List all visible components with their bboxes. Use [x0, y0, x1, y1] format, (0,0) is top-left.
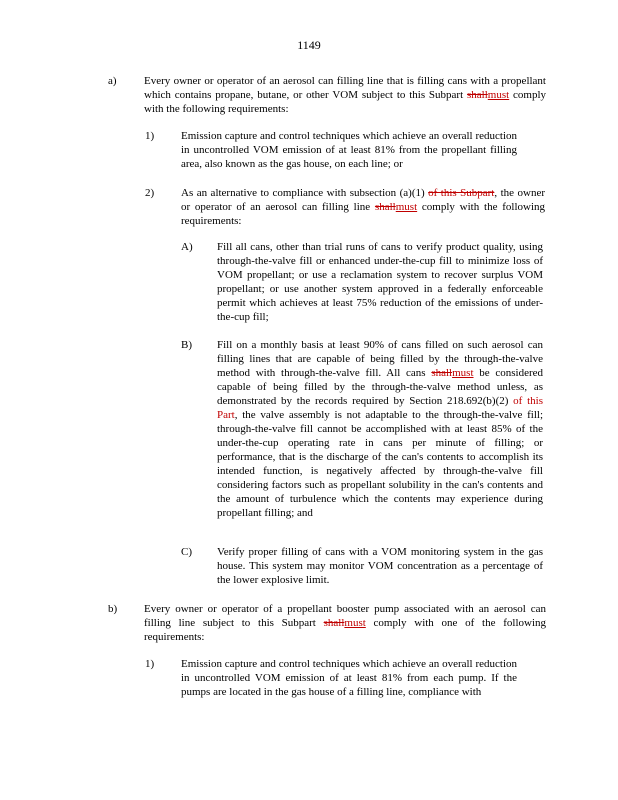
subsection-a-2-label: 2)	[145, 187, 155, 199]
inserted-must: must	[344, 617, 366, 629]
inserted-of-this-part: of this Part	[217, 395, 543, 421]
deleted-shall: shall	[323, 617, 345, 629]
inserted-must: must	[452, 367, 474, 379]
inserted-must: must	[395, 201, 418, 213]
deleted-of-this-subpart: of this Subpart	[428, 187, 495, 199]
subsection-a-2-A-label: A)	[181, 241, 193, 253]
subsection-b-1-label: 1)	[145, 658, 155, 670]
subsection-a-2-text-3: comply with the following requirements:	[181, 201, 545, 227]
subsection-a-2-text	[181, 186, 545, 228]
subsection-a-text	[144, 74, 546, 116]
inserted-must: must	[487, 89, 510, 101]
subsection-a-label: a)	[108, 75, 117, 87]
subsection-a-2-A-text: Fill all cans, other than trial runs of cans to verify product quality, using through-the-valve fill or enhanced under-the-cup fill to minimize loss of VOM propellant; or use a reclamation system to recover surplus VOM propellant; or use another system approved in a federally enforceable permit which achieves at least 75% reduction of the emissions of under-the-cup fill;	[217, 241, 543, 323]
subsection-a-text-2: comply with the following requirements:	[144, 89, 547, 115]
page-number: 1149	[297, 38, 321, 52]
subsection-a-2-B-text	[217, 338, 543, 520]
subsection-a-2-B-text-3: , the valve assembly is not adaptable to the through-the-valve fill; through-the-valve fill cannot be accomplished with at least 85% of the under-the-cup operating rate in cans per minute of filling; or performance, that is the discharge of the can's contents to accomplish its intended function, is negatively affected by through-the-valve fill considering factors such as propellant solubility in the can's contents and the amount of turbulence which the contents may experience during propellant filling; and	[217, 409, 543, 519]
subsection-a-2-text-1: As an alternative to compliance with subsection (a)(1)	[181, 187, 429, 199]
subsection-a-text-1: Every owner or operator of an aerosol can filling line that is filling cans with a propellant which contains propane, butane, or other VOM subject to this Subpart	[144, 75, 546, 101]
subsection-a-2-text-2: , the owner or operator of an aerosol can filling line	[181, 187, 545, 213]
subsection-a-1-label: 1)	[145, 130, 155, 142]
subsection-a-2-B-text-1: Fill on a monthly basis at least 90% of cans filled on such aerosol can filling lines that are capable of being filled by the through-the-valve method with through-the-valve fill. All cans	[217, 339, 543, 379]
subsection-a-2-C-text: Verify proper filling of cans with a VOM monitoring system in the gas house. This system may monitor VOM concentration as a percentage of the lower explosive limit.	[217, 546, 543, 586]
subsection-a-1-text: Emission capture and control techniques which achieve an overall reduction in uncontrolled VOM emission of at least 81% from the propellant filling area, also known as the gas house, on each line; or	[181, 130, 517, 170]
subsection-b-1-text: Emission capture and control techniques which achieve an overall reduction in uncontrolled VOM emission of at least 81% from each pump. If the pumps are located in the gas house of a filling line, compliance with	[181, 658, 517, 698]
subsection-b-text	[144, 602, 546, 644]
subsection-b-text-1: Every owner or operator of a propellant booster pump associated with an aerosol can filling line subject to this Subpart	[144, 603, 546, 629]
deleted-shall: shall	[467, 89, 488, 101]
subsection-b-text-2: comply with one of the following requirements:	[144, 617, 546, 643]
subsection-a-2-C-label: C)	[181, 546, 192, 558]
deleted-shall: shall	[374, 201, 396, 213]
subsection-b-label: b)	[108, 603, 118, 615]
subsection-a-2-B-text-2: be considered capable of being filled by the through-the-valve method unless, as demonstrated by the records required by Section 218.692(b)(2)	[217, 367, 544, 407]
subsection-a-2-B-label: B)	[181, 339, 192, 351]
deleted-shall: shall	[431, 367, 453, 379]
